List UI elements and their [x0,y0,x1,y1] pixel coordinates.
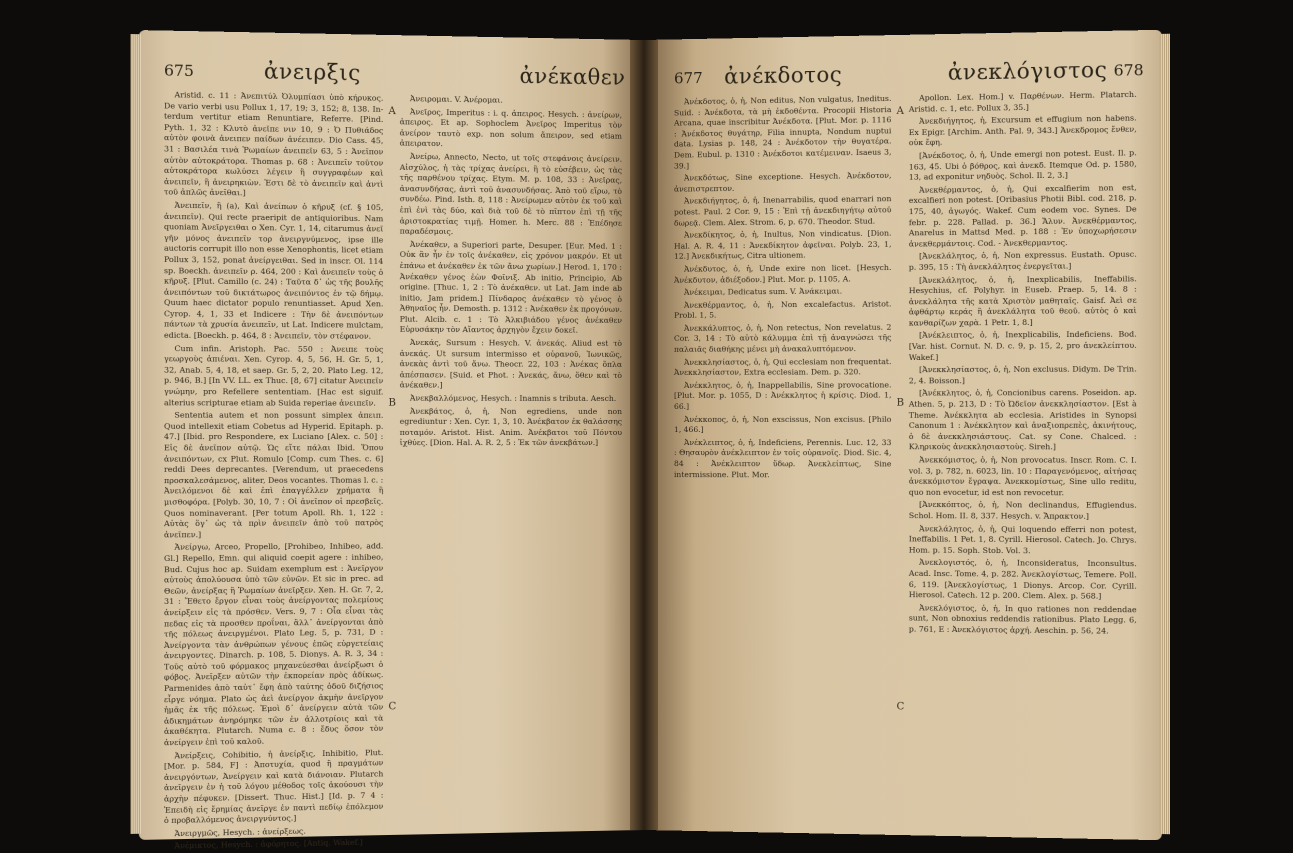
dictionary-entry: Ἀνεκβάτος, ὁ, ἡ, Non egrediens, unde non egrediuntur : Xen. Cyr. 1, 3, 10. Ἀνέκβατον ἐκ θαλάσσης ποταμόν. Aristot. Hist. Anim. Ἀνέκβατοι τοῦ Πόντου ἰχθύες. [Dion. Hal. A. R. 2, 5 : Ἐκ τῶν ἀνεκβάτων.] [399,406,623,448]
dictionary-entry: Ἀνείρω, Annecto, Necto, ut τοῖς στεφάνοις ἀνείρειν. Αἰσχύλος, ἡ τὰς τρίχας ἀνείρει, ἢ τὸ εὐσέβειν, ὡς τὰς τῆς παρθένου τρίχας. Etym. M. p. 108, 33 : Ἀνεῖρας, ἀνασυνδήσας, ἀντὶ τοῦ ἀνασυνδήσας. Ἀπὸ τοῦ εἴρω, τὸ συνδέω. Pind. Isth. 8, 118 : Ἀνείρωμεν αὐτὸν ἐκ τοῦ καὶ ἐπὶ ἑνὶ τὰς δύο, καὶ διὰ τοῦ δὲ τὸ πῖπτον ἐπὶ τῇ τῆς ἀριστοκρατίας τιμῇ. Homer. h. Merc. 88 : Ἐπέδησε παραδέσμοις. [399,151,623,237]
margin-letter-c: C [388,701,397,713]
dictionary-entry: Ἀνεῖρος, Imperitus : i. q. ἀπειρος. Hesych. : ἀνείρων, ἀπειρος. Et ap. Sophoclem Ἀνεῖρος Imperitus τὸν ἀνείρον ταυτὸ exp. non solum ἄπειρον, sed etiam ἀπειρατον. [399,106,623,149]
right-headword-outer: ἀνεκλόγιστος [947,57,1108,85]
dictionary-entry: Cum infin. Aristoph. Pac. 550 : Ἀνειπε τοὺς γεωργοὺς ἀπιέναι. Xen. Cyrop. 4, 5, 56, H. Gr. 5, 1, 32, Anab. 5, 4, 18, et saep. Gr. 5, 2, 20. Plato Leg. 12, p. 946, B.] [In VV. LL. ex Thuc. [8, 67] citatur Ἀνειπεῖν γνώμην, pro Refellere sententiam. [Hac est siguif. alterius scripturae etiam ab Suida reperiae ἀνειπεῖν. [163,343,384,408]
dictionary-entry: Ἀνέκαθεν, a Superiori parte, Desuper. [Eur. Med. 1 : Οὐκ ἂν ἦν ἐν τοῖς ἀνέκαθεν, εἰς χρόνον μακρόν. Et ut ἐπάνω et ἀνέκαθεν ἐκ τῶν ἄνω χωρίων.] Herod. 1, 170 : Ἀνέκαθεν γένος ἐὼν Φοῖνιξ. Ab initio, Principio, Ab origine. [Thuc. 1, 2 : Τὸ ἀνέκαθεν. ut Lat. Jam inde ab initio, Jam pridem.] Πίνδαρος ἀνέκαθεν τὸ γένος ὁ Ἀθηναῖος ἦν. Demosth. p. 1312 : Ἀνέκαθεν ἐκ προγόνων. Plut. Alcib. c. 1 : Τὸ Ἀλκιβιάδου γένος ἀνέκαθεν Εὐρυσάκην τὸν Αἴαντος ἀρχηγὸν ἔχειν δοκεῖ. [399,239,623,336]
dictionary-entry: Ἀνεκλόγιστος, ὁ, ἡ, In quo rationes non reddendae sunt, Non obnoxius reddendis rationibus. Plato Legg. 6, p. 761, E : Ἀνεκλόγιστος ἀρχή. Aeschin. p. 56, 24. [908,602,1137,636]
right-page-columns [644,89,1162,840]
dictionary-entry: [Ἀνεκκόπτος, ὁ, ἡ, Non declinandus, Effugiendus. Schol. Hom. II. 8, 337. Hesych. v. Ἄπρακτον.] [908,500,1137,521]
dictionary-entry: Ἀνειρομαι. V. Ἀνέρομαι. [409,94,503,105]
dictionary-entry: Ἀνειργμῶς, Hesych. : ἀνείρξεως. [174,826,306,838]
left-page [139,30,642,851]
dictionary-entry: Ἀνέκκοπος, ὁ, ἡ, Non exscissus, Non excisus. [Philo 1, 466.] [673,414,892,435]
dictionary-entry: Ἀνέκειμαι, Dedicatus sum. V. Ἀνάκειμαι. [683,286,843,297]
left-running-head [139,55,642,94]
dictionary-entry: Sententia autem et non possunt simplex ἀπειπ. Quod intellexit etiam Cobetus ad Hyperid. Epitaph. p. 47.] [Ibid. pro Respondere, ex Luciano [Alex. c. 50] : Εἰς δὲ ἀνεῖπον αὐτῷ. Ὡς εἴτε πάλαι Ibid. Ὅπου ἀνειπόντων, cx Plut. Romulo [Comp. cum Thes. c. 6] reddi Dees deprecantes. [Verendum, ut praecedens προσκαλεσάμενος, aliter, Deos vocantes. Thomas l. c. : Ἀνειλόμενοι δὲ καὶ ἐπὶ ἐπαγγέλλεν χρήματα ἢ μισθοφόρα. [Polyb. 30, 10, 7 : Οἱ ἀνεῖπον οἱ πρεσβεῖς. Quos nominaverant. [Per totum Apoll. Rh. 1, 122 : Αὐτὰς ὅγ᾽ ὡς τὰ πρὶν ἀνειπεῖν ἀπὸ τοῦ πατρὸς ἀνεῖπεν.] [163,410,384,540]
dictionary-entry: Ἀνειπεῖν, ἢ (a), Καὶ ἀνείπων ὁ κῆρυξ (cf. § 105, ἀνειπεῖν). Qui recte praeripit de antiquioribus. Nam quoniam Ἀνεῖργειθαι ο Xen. Cyr. 1, 14, citarumus ἀνεῖ γῆν μόνος ἀνειπεῖν τορ ἀνειργνύμενος, ipse ille auctoris corrupit illo non esse Xenophontis, licet etiam Pollux 3, 152, ponat ἀνείργειθαι. Sed in inscr. Ol. 114 sp. Boeckh. ἀνειπεῖν ρ. 464, 200 : Καὶ ἀνειπεῖν τοὺς ὁ κῆρυξ. [Plut. Camillo (c. 24) : Ταῦτα δ᾽ ὡς τῆς βουλῆς ἀνειπόντων τοῦ δικτάτωρος ἀνειπόντος ἐν τῷ δήμῳ. Quum haec dictator populo renuntiasset. Apud Xen. Cyrop. 4, 1, 33 et Indicere : Τὴν δὲ ἀνειπόντων πάντων τὰ χρυσία ἀνειπεῖν, ut Lat. Indicere mulctam, edicta. [Boeckh. p. 464, 8 : Ἀνειπεῖν, τὸν στέφανον. [163,200,384,341]
dictionary-entry: Ἀνεκλογιστός, ὁ, ἡ, Inconsideratus, Inconsultus. Acad. Insc. Tome. 4, p. 282. Ἀνεκλογίστως, Temere. Poll. 6, 119. [Ἀνεκλογίστως, 1 Dionys. Arcop. Cor. Cyrill. Hierosol. Catech. 12 p. 200. Clem. Alex. p. 568.] [908,558,1137,601]
left-headword-outer: ἀνειρξις [263,59,361,86]
right-page-number-outer: 678 [1113,60,1144,80]
dictionary-entry: Ἀνεκάς, Sursum : Hesych. V. ἀνεκάς. Aliud est τὸ ἀνεκάς. Ut sursum intermisso et οὐρανοῦ, Ἰωνικῶς, ἀνεκὰς ἀντὶ τοῦ ἄνω. Theocr. 22, 103 : Ἀνέκας ὅπλα ἀπέσπασεν. [Suid. et Phot. : Ἀνεκάς, ἄνω, ὅθεν καὶ τὸ ἀνέκαθεν.] [399,337,623,390]
margin-letter-b-right: B [896,397,905,409]
dictionary-entry: Ἀνεκθέρμαντος, ὁ, ἡ, Qui excalfierim non est, excalfieri non potest. [Oribasius Photii Bibl. cod. 218, p. 175, 40, ἀγωγός. Wakef. Cum eodem voc. Synes. De febr. p. 228. Pallad. p. 36.] Ἄλυν. Ἀνεκθέρμαντος, Anarelus in Mattsd Med. p. 188 : Ἐν ὑποχωρήσεσιν ἀνεκθερμάντοις. Cod. - Ἀνεκθερμαντος. [908,182,1137,249]
dictionary-entry: Ἀνεκδιήγητος, ὁ, ἡ, Inenarrabilis, quod enarrari non potest. Paul. 2 Cor. 9, 15 : Ἐπὶ τῇ ἀνεκδιηγήτῳ αὐτοῦ δωρεᾷ. Clem. Alex. Strom. 6, p. 670. Theodor. Stud. [673,194,892,228]
dictionary-entry: Ἀνέκδοτος, ὁ, ἡ, Non editus, Non vulgatus, Ineditus. Suid. : Ἀνέκδοτα, τὰ μὴ ἐκδοθέντα. Procopii Historia Arcana, quae inscribitur Ἀνέκδοτα. [Plut. Mor. p. 1116 : Ἀνέκδοτος θυγάτηρ, Filia innupta, Nondum nuptui data. Lysias p. 148, 24 : Ἀνέκδοτον τὴν θυγατέρα. Dem. Eubul. p. 1310 : Ἀνέκδοτοι κατέμειναν. Isaeus 3, 39.] [673,93,892,171]
dictionary-entry: Ἀνείργω, Arceo, Propello, [Prohibeo, Inhibeo, add. Gl.] Repello, Emn. qui aliquid coepit agere : inhibeo, Bud. Cujus hoc ap. Suidam exemplum est : Ἀνεῖργον αὐτοὺς ἀπολύουσα ὑπὸ τῶν εὐνῶν. Et sic in prec. ad Θεῶν, ἀνείρξας ἢ Ῥωμαίων ἀνεῖρξεν. Xen. H. Gr. 7, 2, 31 : Ἔθετο ἔργον εἶναι τοὺς ἀνείργοντας πολεμίους ἀνείρξειν εἰς τὰ πρόσθεν. Vers. 9, 7 : Οἷα εἶναι τὰς πεδας εἰς τὰ προσθεν προΐναι, ἃλλ᾽ ἀνείργονται ἀπὸ τῆς πόλεως ἀνειργμένοι. Plato Leg. 5, p. 731, D : Ἀνείργοντα τὰν ἀνθρώπων γένους ἐπῶς εὐργετείαις ἀνειργοντες. Dinarch. p. 108, 5. Dionys. A. R. 3, 34 : Τοῦς αὐτὸ τοῦ φόρμακος μηχανεύεσθαι ἀνείρξωσι ὁ φόβος. Ἀνεῖρξεν αὐτῶν τὴν ἐκπορείαν πρὸς ἀδίκως. Parmenides ἀπὸ ταὐτ᾽ ἔφη ἀπὸ ταύτης ὁδοῦ διζήσιος εἶργε νόημα. Plato ὡς ἀεὶ ἀνείργον ἀκμὴν ἀνεῖργον ἡμᾶς ἐκ τῆς πόλεως. Ἐμοὶ δ᾽ ἀνείργειν αὐτὰ τῶν ἀδικημάτων ἀνηρόμηκε τῶν ἐν ἀλλοτρίοις καὶ τὰ ἀκαθέκητα. Plutarch. Numa c. 8 : ἔδυς ὅσον τὸν ἀνείργειν ἐπὶ τοῦ καλοῦ. [163,541,384,748]
dictionary-entry: [Ἀνέκκλητος, ὁ, ἡ, Concionibus carens. Poseidon. ap. Athen. 5, p. 213, D : Τὸ Ὠδεῖον ἀνεκκλησίαστον. [Est à Theme. Ἀνέκκλητα ab ecclesia. Aristides in Synopsi Canonum 1 : Ἀνέκκλητον καὶ ἀναξιοπρεπὲς, ἀκινήτους, ὁ δὲ ἀνεκκλησιάστους. Cat. sy Cone. Chalced. : Κληρικοὺς ἀνεκκλησιαστοὺς. Sireh.] [908,388,1137,452]
dictionary-entry: Ἀνεκκάλυπτος, ὁ, ἡ, Non retectus, Non revelatus. 2 Cor. 3, 14 : Τὸ αὐτὸ κάλυμμα ἐπὶ τῇ ἀναγνώσει τῆς παλαιᾶς διαθήκης μένει μὴ ἀνακαλυπτόμενον. [673,322,892,354]
dictionary-entry: [Ἀνέκδοτος, ὁ, ἡ, Unde emergi non potest. Eust. Il. p. 163, 45. Ubi ὁ βόθρος, καὶ ἀνεκδ. Itemque Od. p. 1580, 13, ad exponitur νηδυὸς. Schol. Il. 2, 3.] [908,148,1137,182]
dictionary-entry: Apollon. Lex. Hom.] v. Παρθένων. Herm. Platarch. Aristid. c. 1, etc. Pollux 3, 35.] [908,89,1137,114]
dictionary-entry: Ἀνεκδιήγητος, ἡ, Excursum et effugium non habens. Ex Epigr. [Archim. Anth. Pal. 9, 343.] Ἀνεκδρομος ἔνθεν, οὐκ ἔφη. [908,113,1137,148]
right-headword-inner: ἀνέκδοτος [724,62,843,89]
margin-letter-a: A [388,105,396,118]
left-page-number: 675 [163,61,194,81]
dictionary-entry: [Ἀνεκκλησίαστος, ὁ, ἡ, Non exclusus. Didym. De Trin. 2, 4. Boisson.] [908,364,1137,386]
dictionary-entry: Ἀνέκδυτος, ὁ, ἡ, Unde exire non licet. [Hesych. Ἀνέκδυτον, ἀδιέξοδον.] Plut. Mor. p. 1105, A. [673,262,892,285]
dictionary-entry: Aristid. c. 11 : Ἀνεπιτύλ Ὀλυμπίασι ὑπὸ κήρυκος. De vario verbi usu Pollux 1, 17, 19; 3, 152; 8, 138. In-terdum vertitur etiam Renuntiare, Referre. [Pind. Pyth. 1, 32 : Κλυτὸ ἀνεῖπε νιν 10, 9 : Ὀ Πυθιάδος αὐτὸν φοινὰ ἀνειπεν παίδων ἀνέειπεν. Dio Cass. 45, 31 : Βασιλέα τινὰ Ῥωμαίων ἀνειπεῖν 63, 5 : Ἀνεῖπον αὐτὸν αὐτοκράτορα. Thomas p. 68 : Ἀνειπεῖν τοῦτον αὐτοκράτορα κωλύσει λέγειν ἢ συγγραφέων καὶ ἀνειπεῖν, ἢ ἀνειρηκιὼν. Ἐστι δὲ τὸ ἀνειπεῖν καὶ ἀντὶ τοῦ ἀπλῶς ἀνεῖθαι.] [163,90,384,198]
dictionary-entry: Ἀνείρξεις, Cohibitio, ἡ ἀνείρξις, Inhibitio, Plut. [Mor. p. 584, F] : Ἀποτυχία, quod ἢ πραγμάτων ἀνειργόντων, Ἀνείργειν καὶ κατὰ διάνοιαν. Plutarch ἀνεῖργειν ἐν ἡ τοῦ λόγου μέθοδος τοῖς ἀκούουσι τὴν ἀρχὴν πέφυκεν. [Dissert. Thuc. Hist.] [Id. p. 7 4 : Ἐπειδὴ εἰς ἔρημίας ἀνεῖργε ἐν παντὶ πεδίῳ ἐπόλεμον ὁ προβαλλόμενος ἀνειργνύντος.] [163,747,384,826]
dictionary-entry: [Ἀνεκλάλητος, ὁ, ἡ, Non expressus. Eustath. Opusc. p. 395, 15 : Τὴ ἀνεκλάλητος ἐνεργεῖται.] [908,249,1137,272]
margin-letter-c-right: C [896,701,905,713]
open-dictionary-book [150,40,1150,851]
book-spine [630,40,658,830]
dictionary-entry: Ἀνεκκόμιστος, ὁ, ἡ, Non provocatus. Inscr. Rom. C. I. vol. 3, p. 782, n. 6023, lin. 10 : Παραγενόμενος, αἰτήσας ἀνεκκόμιστον ἔγραψα. Ἀνεκκομίστως, Sine ullo reditu, quo non evocetur, id est non revocetur. [908,455,1137,498]
right-running-head [644,54,1162,94]
margin-letter-a-right: A [896,105,904,118]
dictionary-entry: Ἀνέμικτος, Hesych. : ἀφόρητος. [Antiq. Wakef.] [174,837,363,851]
dictionary-entry: Ἀνεκθέρμαντος, ὁ, ἡ, Non excalefactus. Aristot. Probl. 1, 5. [673,299,892,321]
left-page-columns [139,90,642,851]
right-page [644,30,1162,840]
right-column-d [909,90,1137,830]
dictionary-entry: Ἀνεκλάλητος, ὁ, ἡ, Qui loquendo efferri non potest, Ineffabilis. 1 Pet. 1, 8. Cyrill. Hierosol. Catech. Jo. Chrys. Hom. p. 15. Soph. Stob. Vol. 3. [908,523,1137,556]
right-page-number-inner: 677 [673,68,703,88]
dictionary-entry: Ἀνέκκλητος, ὁ, ἡ, Inappellabilis, Sine provocatione. [Plut. Mor. p. 1055, D : Ἀνέκκλητος ἡ κρίσις. Diod. 1, 66.] [673,380,892,411]
dictionary-entry: [Ἀνεκλάλητος, ὁ, ἡ, Inexplicabilis, Ineffabilis. Hesychius, cf. Polyhyr. in Euseb. Praep. 5, 14. 8 : ἀνεκλάλητα τῆς κατὰ Χριστὸν μαθηταῖς. Gaisf. Ἀεὶ σε ἀφθάρτῳ κεράς ἢ ἀνεκλάλητα τοῦ θεοῦ. αὐτὸς ὁ καὶ κανθαρίζων χαρὰ. 1 Petr. 1, 8.] [908,273,1137,328]
dictionary-entry: Ἀνέκλειπτος, ὁ, ἡ, Indeficiens, Perennis. Luc. 12, 33 : Θησαυρὸν ἀνέκλειπτον ἐν τοῖς οὐρανοῖς. Diod. Sic. 4, 84 : Ἀνέκλειπτον ὕδωρ. Ἀνεκλείπτως, Sine intermissione. Plut. Mor. [673,437,892,479]
left-column-a [163,90,384,851]
margin-letter-b: B [388,397,396,409]
left-column-b [400,94,622,825]
dictionary-entry: Ἀνεκκλησίαστος, ὁ, ἡ, Qui ecclesiam non frequentat. Ἀνεκκλησίαστον, Extra ecclesiam. Dem. p. 320. [673,356,892,378]
dictionary-entry: Ἀνεκδίκητος, ὁ, ἡ, Inultus, Non vindicatus. [Dion. Hal. A. R. 4, 11 : Ἀνεκδίκητον ἀφεῖναι. Polyb. 23, 1, 12.] Ἀνεκδικήτως, Citra ultionem. [673,228,892,262]
dictionary-entry: [Ἀνέκλειπτος, ὁ, ἡ, Inexplicabilis, Indeficiens. Bod. [Var. hist. Cornut. N. D. c. 9, p. 15, 2, pro ἀνεκλείπτου. Wakef.] [908,329,1137,362]
left-headword-inner: ἀνέκαθεν [519,63,626,90]
dictionary-entry: Ἀνεκδότως, Sine exceptione. Hesych. Ἀνέκδοτον, ἀνεπιστρεπτον. [673,170,892,194]
right-column-c [674,94,891,825]
dictionary-entry: Ἀνεκβαλλόμενος, Hesych. : Inamnis s tributa. Aesch. [409,393,617,403]
